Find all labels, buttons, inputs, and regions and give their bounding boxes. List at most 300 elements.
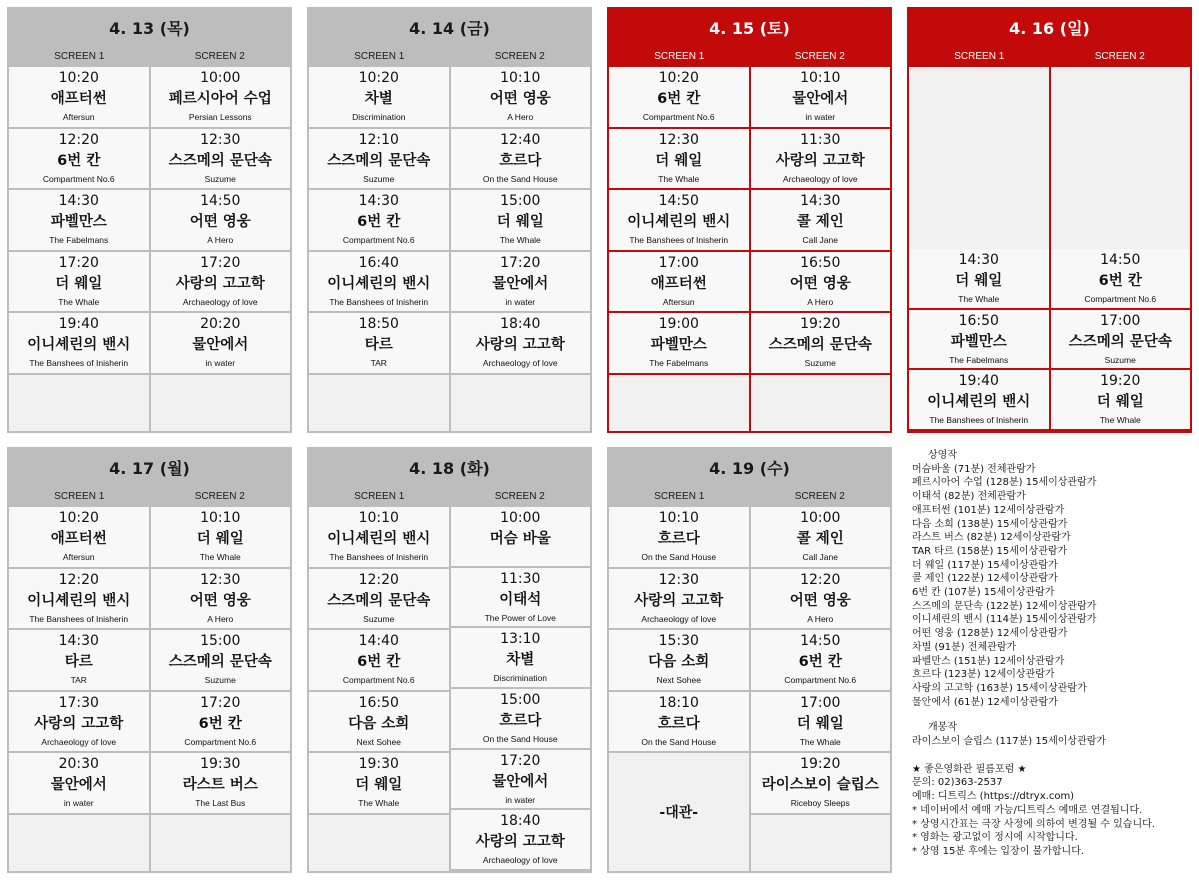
showtime: 19:20 (800, 316, 841, 333)
film-english-title: On the Sand House (641, 736, 717, 747)
showtime-slot (9, 252, 149, 314)
film-rating-line: 콜 제인 (122분) 12세이상관람가 (912, 573, 1058, 585)
showtime: 17:20 (500, 752, 541, 769)
screen-1-column (609, 507, 749, 871)
showtime: 16:40 (358, 254, 399, 271)
film-title: 라이스보이 슬립스 (761, 777, 879, 794)
screen-1-column (9, 67, 149, 431)
showtime: 15:00 (500, 692, 541, 709)
showtime-slot (451, 67, 591, 129)
film-english-title: The Fabelmans (949, 354, 1009, 365)
film-title: 어떤 영웅 (189, 214, 251, 231)
empty-slot (309, 375, 449, 431)
film-title: 흐르다 (657, 531, 700, 547)
showtime: 20:20 (200, 316, 241, 333)
screen-2-column (449, 507, 591, 871)
film-title: 파벨만스 (650, 337, 707, 354)
showtime: 14:30 (58, 633, 99, 650)
film-title: 어떤 영웅 (189, 592, 251, 609)
film-title: 애프터썬 (650, 275, 707, 292)
screen-labels (309, 47, 590, 67)
film-title: 더 웨일 (796, 715, 844, 732)
showtime: 12:10 (358, 131, 399, 148)
day-panel (607, 7, 892, 433)
day-date: 4. 16 (일) (1009, 19, 1090, 38)
showtime: 17:20 (500, 254, 541, 271)
showtime-slot (309, 252, 449, 314)
film-english-title: Compartment No.6 (42, 173, 115, 184)
contact-line: 문의: 02)363-2537 (912, 777, 1003, 789)
showtime-slot (609, 569, 749, 631)
note-line: * 상영 15분 후에는 입장이 불가합니다. (912, 845, 1085, 857)
film-title: 더 웨일 (196, 531, 244, 547)
screen-2-label: SCREEN 2 (194, 491, 245, 502)
showtime: 12:30 (658, 131, 699, 148)
note-line: * 네이버에서 예매 가능/디트릭스 예매로 연결됩니다. (912, 804, 1143, 816)
day-panel (307, 447, 592, 873)
film-title: 다음 소희 (348, 715, 410, 732)
screen-1-column (609, 67, 749, 431)
film-title: 콜 제인 (796, 214, 844, 231)
film-title: 6번 칸 (1098, 272, 1142, 289)
showtime-slot (151, 129, 291, 191)
showtime: 15:00 (200, 633, 241, 650)
showtime-slot (1051, 370, 1191, 431)
screen-labels (9, 47, 290, 67)
showtime: 17:00 (800, 694, 841, 711)
showtime-slot (151, 313, 291, 375)
film-rating-line: 이니셰린의 밴시 (114분) 15세이상관람가 (912, 614, 1097, 626)
showtime-slot (309, 630, 449, 692)
film-title: 타르 (64, 654, 93, 671)
film-title: 차별 (364, 91, 393, 107)
showtime-slot (9, 313, 149, 375)
screen-2-label: SCREEN 2 (1094, 51, 1145, 62)
screen-labels (9, 487, 290, 507)
screen-2-column (449, 67, 591, 431)
showtime: 14:40 (358, 633, 399, 650)
screen-2-label: SCREEN 2 (494, 491, 545, 502)
showtime-slot (309, 190, 449, 252)
showtime: 17:00 (658, 254, 699, 271)
film-english-title: in water (505, 296, 536, 307)
showtime-slot (451, 129, 591, 191)
showtime-slot (309, 753, 449, 815)
showtime: 20:30 (58, 756, 99, 773)
film-english-title: Aftersun (62, 552, 95, 562)
showtime-slot (9, 630, 149, 692)
film-rating-line: 머슴바울 (71분) 전체관람가 (912, 463, 1036, 475)
showtime: 17:20 (58, 254, 99, 271)
showtime-slot (151, 630, 291, 692)
showtime: 17:20 (200, 254, 241, 271)
showtime: 10:20 (58, 70, 99, 86)
showtime: 17:30 (58, 694, 99, 711)
screen-1-column (909, 67, 1049, 431)
showtime: 19:30 (200, 756, 241, 773)
showtime: 19:00 (658, 316, 699, 333)
film-title: 스즈메의 문단속 (1068, 333, 1172, 350)
showtime: 18:10 (658, 694, 699, 711)
showtime-slot (609, 313, 749, 375)
film-english-title: Next Sohee (356, 736, 401, 747)
empty-slot (909, 128, 1049, 189)
showtime: 14:30 (958, 251, 999, 268)
showtime-slot (751, 507, 891, 569)
day-header (9, 449, 290, 507)
showtime: 16:50 (358, 694, 399, 711)
showtime: 14:50 (200, 193, 241, 210)
film-english-title: Compartment No.6 (342, 675, 415, 686)
screen-1-label: SCREEN 1 (954, 51, 1005, 62)
film-title: 스즈메의 문단속 (168, 654, 272, 671)
day-date: 4. 17 (월) (109, 459, 190, 478)
film-title: 라스트 버스 (182, 777, 258, 794)
film-english-title: in water (505, 794, 536, 805)
showtime-slot (309, 692, 449, 754)
showtime: 10:10 (658, 510, 699, 526)
film-english-title: A Hero (807, 613, 834, 624)
showtime: 12:30 (200, 571, 241, 588)
film-title: 사랑의 고고학 (475, 834, 565, 851)
film-title: 물안에서 (192, 337, 249, 354)
day-header (909, 9, 1190, 67)
screen-labels (609, 487, 890, 507)
day-date: 4. 15 (토) (709, 19, 790, 38)
film-title: 사랑의 고고학 (34, 715, 124, 732)
showtime: 14:30 (358, 193, 399, 210)
film-rating-line: 파벨만스 (151분) 12세이상관람가 (912, 655, 1065, 667)
showtime-slot (751, 313, 891, 375)
film-title: 이니셰린의 밴시 (27, 337, 131, 354)
showtime-slot (751, 569, 891, 631)
showtime: 15:30 (658, 633, 699, 650)
empty-slot (151, 375, 291, 431)
schedule-grid (909, 67, 1190, 431)
film-title: 애프터썬 (50, 531, 107, 547)
showtime-slot (751, 129, 891, 191)
showtime-slot (751, 190, 891, 252)
film-english-title: Archaeology of love (482, 855, 558, 866)
showtime-slot (451, 313, 591, 375)
day-panel (607, 447, 892, 873)
showtime: 14:50 (1100, 251, 1141, 268)
opening-line: 라이스보이 슬립스 (117분) 15세이상관람가 (912, 736, 1107, 748)
empty-slot (1051, 188, 1191, 249)
schedule-grid (9, 507, 290, 871)
now-showing-list (912, 463, 1194, 710)
film-english-title: Suzume (363, 173, 395, 184)
film-title: 어떤 영웅 (789, 275, 851, 292)
showtime-slot (609, 190, 749, 252)
showtime: 10:00 (500, 510, 541, 526)
screen-1-label: SCREEN 1 (654, 51, 705, 62)
film-title: 사랑의 고고학 (475, 337, 565, 354)
showtime: 19:20 (800, 756, 841, 773)
film-english-title: The Whale (358, 798, 400, 809)
empty-slot (909, 188, 1049, 249)
showtime: 11:30 (800, 131, 841, 148)
film-english-title: The Banshees of Inisherin (29, 358, 129, 369)
film-english-title: The Last Bus (195, 798, 246, 809)
screen-1-label: SCREEN 1 (354, 51, 405, 62)
film-title: 더 웨일 (655, 152, 703, 169)
film-title: 6번 칸 (657, 91, 701, 107)
film-title: 6번 칸 (198, 715, 242, 732)
day-date: 4. 14 (금) (409, 19, 490, 38)
showtime: 14:30 (800, 193, 841, 210)
film-title: 흐르다 (499, 152, 542, 169)
showtime-slot (609, 630, 749, 692)
showtime: 12:30 (200, 131, 241, 148)
film-rating-line: 라스트 버스 (82분) 12세이상관람가 (912, 532, 1071, 544)
film-title: 이태석 (499, 591, 542, 608)
opening-label: 개봉작 (928, 722, 957, 734)
showtime-slot (1051, 249, 1191, 310)
showtime-slot (151, 569, 291, 631)
screen-2-label: SCREEN 2 (494, 51, 545, 62)
showtime-slot (751, 753, 891, 815)
film-title: 물안에서 (792, 91, 849, 107)
theater-name: ★ 좋은영화관 필름포럼 ★ (912, 763, 1027, 775)
film-english-title: Archaeology of love (782, 173, 858, 184)
day-header (309, 9, 590, 67)
showtime: 19:40 (958, 373, 999, 390)
schedule-grid (609, 507, 890, 871)
showtime: 10:00 (800, 510, 841, 526)
film-title: 더 웨일 (55, 275, 103, 292)
screen-2-column (149, 67, 291, 431)
film-title: 흐르다 (499, 713, 542, 730)
empty-slot (9, 815, 149, 871)
film-english-title: The Whale (658, 173, 700, 184)
showtime-slot (751, 252, 891, 314)
film-rating-line: 이태석 (82분) 전체관람가 (912, 491, 1026, 503)
showtime: 10:20 (658, 70, 699, 86)
showtime: 16:50 (958, 312, 999, 329)
showtime-slot (9, 190, 149, 252)
film-title: 머슴 바울 (489, 531, 551, 547)
showtime: 12:40 (500, 131, 541, 148)
film-english-title: The Whale (58, 296, 100, 307)
film-english-title: Suzume (204, 675, 236, 686)
showtime-slot (309, 569, 449, 631)
film-english-title: On the Sand House (482, 173, 558, 184)
note-line: * 상영시간표는 극장 사정에 의하여 변경될 수 있습니다. (912, 818, 1155, 830)
film-english-title: Suzume (804, 358, 836, 369)
showtime: 10:10 (200, 510, 241, 526)
film-english-title: The Whale (799, 736, 841, 747)
showtime-slot (909, 249, 1049, 310)
film-title: 6번 칸 (357, 654, 401, 671)
film-english-title: The Whale (499, 235, 541, 246)
film-title: 사랑의 고고학 (175, 275, 265, 292)
showtime: 14:30 (58, 193, 99, 210)
film-title: 6번 칸 (798, 654, 842, 671)
showtime-slot (1051, 310, 1191, 371)
screen-2-column (1049, 67, 1191, 431)
showtime: 13:10 (500, 631, 541, 648)
showtime: 12:30 (658, 571, 699, 588)
film-title: 콜 제인 (796, 531, 844, 547)
film-title: 사랑의 고고학 (775, 152, 865, 169)
film-english-title: in water (205, 358, 236, 369)
film-title: 이니셰린의 밴시 (327, 531, 431, 547)
film-english-title: A Hero (507, 112, 534, 122)
showtime-slot (151, 190, 291, 252)
empty-slot (1051, 67, 1191, 128)
film-english-title: The Banshees of Inisherin (29, 613, 129, 624)
film-title: 어떤 영웅 (489, 91, 551, 107)
empty-slot (751, 375, 891, 431)
film-title: 페르시아어 수업 (168, 91, 272, 107)
film-english-title: in water (805, 112, 836, 122)
film-rating-line: 페르시아어 수업 (128분) 15세이상관람가 (912, 477, 1097, 489)
showtime-slot (151, 753, 291, 815)
film-title: 차별 (506, 652, 535, 669)
showtime-slot (309, 313, 449, 375)
film-english-title: The Whale (958, 293, 1000, 304)
showtime-slot (451, 190, 591, 252)
showtime-slot (909, 310, 1049, 371)
showtime-slot (909, 370, 1049, 431)
film-english-title: Aftersun (62, 112, 95, 122)
screen-2-column (149, 507, 291, 871)
schedule-grid (9, 67, 290, 431)
empty-slot (909, 67, 1049, 128)
showtime: 10:20 (358, 70, 399, 86)
film-title: 더 웨일 (1096, 394, 1144, 411)
showtime: 10:00 (200, 70, 241, 86)
film-english-title: Persian Lessons (188, 112, 252, 122)
screen-2-label: SCREEN 2 (794, 51, 845, 62)
empty-slot (1051, 128, 1191, 189)
showtime: 16:50 (800, 254, 841, 271)
showtime-slot (451, 689, 591, 750)
film-title: 타르 (364, 337, 393, 354)
film-english-title: Suzume (204, 173, 236, 184)
film-english-title: The Banshees of Inisherin (929, 415, 1029, 426)
showtime: 14:50 (800, 633, 841, 650)
screen-1-column (309, 507, 449, 871)
film-english-title: Discrimination (352, 112, 406, 122)
screen-labels (909, 47, 1190, 67)
film-english-title: A Hero (207, 613, 234, 624)
film-rating-line: 흐르다 (123분) 12세이상관람가 (912, 669, 1055, 681)
showtime: 18:40 (500, 316, 541, 333)
showtime: 10:10 (800, 70, 841, 86)
screen-1-label: SCREEN 1 (54, 491, 105, 502)
showtime-slot (451, 628, 591, 689)
film-title: 이니셰린의 밴시 (627, 214, 731, 231)
film-title: 흐르다 (657, 715, 700, 732)
film-english-title: Discrimination (493, 673, 547, 684)
film-english-title: Call Jane (802, 235, 838, 246)
showtime: 12:20 (58, 571, 99, 588)
film-title: 다음 소희 (648, 654, 710, 671)
showtime: 19:40 (58, 316, 99, 333)
showtime-slot (609, 67, 749, 129)
film-english-title: A Hero (207, 235, 234, 246)
showtime-slot (9, 569, 149, 631)
film-rating-line: 차별 (91분) 전체관람가 (912, 641, 1017, 653)
showtime-slot (151, 692, 291, 754)
film-english-title: A Hero (807, 296, 834, 307)
empty-slot (609, 753, 749, 871)
screen-2-label: SCREEN 2 (794, 491, 845, 502)
schedule-grid (309, 507, 590, 871)
film-english-title: Suzume (363, 613, 395, 624)
rental-label: -대관- (659, 805, 699, 822)
showtime: 19:20 (1100, 373, 1141, 390)
empty-slot (9, 375, 149, 431)
showtime: 17:00 (1100, 312, 1141, 329)
film-english-title: The Fabelmans (49, 235, 109, 246)
screen-1-column (9, 507, 149, 871)
film-english-title: On the Sand House (641, 552, 717, 562)
showtime: 10:10 (358, 510, 399, 526)
film-title: 더 웨일 (355, 777, 403, 794)
film-english-title: Suzume (1104, 354, 1136, 365)
booking-line: 예매: 디트릭스 (https://dtryx.com) (912, 791, 1075, 803)
film-rating-line: 애프터썬 (101분) 12세이상관람가 (912, 504, 1065, 516)
showtime: 12:20 (800, 571, 841, 588)
film-title: 사랑의 고고학 (634, 592, 724, 609)
film-title: 스즈메의 문단속 (768, 337, 872, 354)
film-title: 이니셰린의 밴시 (27, 592, 131, 609)
film-english-title: Next Sohee (656, 675, 701, 686)
film-english-title: The Whale (199, 552, 241, 562)
screen-1-label: SCREEN 1 (654, 491, 705, 502)
showtime-slot (9, 753, 149, 815)
showtime: 10:20 (58, 510, 99, 526)
day-header (609, 9, 890, 67)
film-english-title: TAR (70, 675, 87, 686)
film-title: 6번 칸 (357, 214, 401, 231)
film-title: 파벨만스 (50, 214, 107, 231)
film-english-title: Compartment No.6 (642, 112, 715, 122)
screen-labels (609, 47, 890, 67)
showtime: 10:10 (500, 70, 541, 86)
day-date: 4. 13 (목) (109, 19, 190, 38)
film-rating-line: 사랑의 고고학 (163분) 15세이상관람가 (912, 682, 1087, 694)
film-title: 물안에서 (492, 773, 549, 790)
showtime-slot (151, 252, 291, 314)
showtime: 17:20 (200, 694, 241, 711)
film-english-title: Riceboy Sleeps (790, 798, 850, 809)
film-english-title: Archaeology of love (482, 358, 558, 369)
showtime-slot (451, 507, 591, 568)
film-english-title: Aftersun (662, 296, 695, 307)
showtime-slot (309, 507, 449, 569)
screen-1-column (309, 67, 449, 431)
film-rating-line: 6번 칸 (107분) 15세이상관람가 (912, 587, 1055, 599)
showtime-slot (309, 129, 449, 191)
film-rating-line: 다음 소희 (138분) 15세이상관람가 (912, 518, 1068, 530)
empty-slot (451, 375, 591, 431)
film-title: 물안에서 (50, 777, 107, 794)
showtime: 19:30 (358, 756, 399, 773)
showtime-slot (9, 507, 149, 569)
film-english-title: Archaeology of love (182, 296, 258, 307)
film-rating-line: 어떤 영웅 (128분) 12세이상관람가 (912, 628, 1068, 640)
film-title: 이니셰린의 밴시 (927, 394, 1031, 411)
film-english-title: Compartment No.6 (342, 235, 415, 246)
film-english-title: in water (63, 798, 94, 809)
film-english-title: Archaeology of love (641, 613, 717, 624)
day-panel (7, 447, 292, 873)
info-panel (912, 449, 1194, 859)
